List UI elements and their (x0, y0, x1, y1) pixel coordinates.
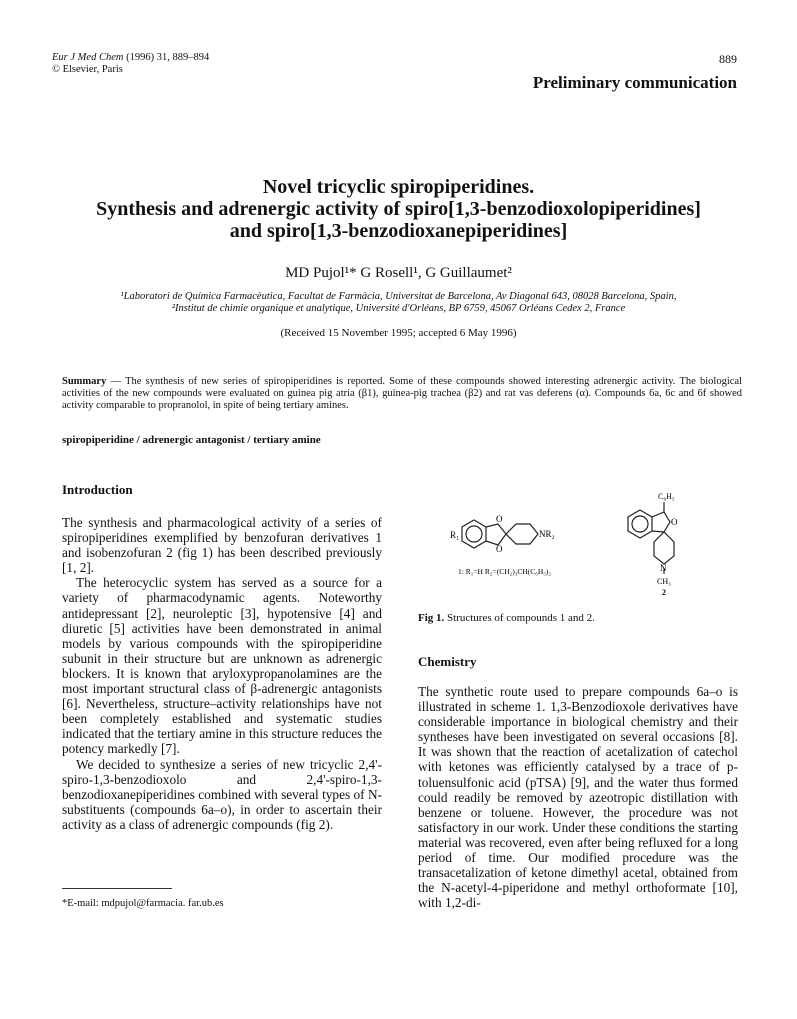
chemistry-body (418, 684, 738, 910)
summary-label: Summary (62, 376, 107, 387)
furan-ring (486, 524, 506, 545)
figure-caption-text: Structures of compounds 1 and 2. (444, 612, 595, 624)
nr2-label: NR₂ (539, 529, 555, 539)
title-line: and spiro[1,3-benzodioxanepiperidines] (229, 220, 568, 242)
introduction-body (62, 515, 382, 832)
authors: MD Pujol¹* G Rosell¹, G Guillaumet² (285, 265, 512, 281)
summary-text: — The synthesis of new series of spiropiperidines is reported. Some of these compounds showed interesting adrenergic activity. The biological activities of the new compounds were evaluated on guinea pig atria (β1), guinea-pig trachea (β2) and rat vas deferens (α). Compounds 6a, 6c and 6f showed activity comparable to propranolol, in spite of being tertiary amines. (62, 376, 742, 411)
figure-caption-label: Fig 1. (418, 612, 445, 624)
article-title (52, 176, 745, 242)
piperidine-ring-2 (654, 532, 674, 564)
r1-label: R₁ (450, 530, 460, 540)
title-line: Synthesis and adrenergic activity of spiro[1,3-benzodioxolopiperidines] (96, 198, 701, 220)
affiliation: ¹Laboratori de Química Farmacèutica, Facultat de Farmàcia, Universitat de Barcelona, Av Diagonal 643, 08028 Barcelona, Spain, (120, 291, 677, 302)
paragraph: The heterocyclic system has served as a source for a variety of pharmacodynamic agents. Noteworthy antidepressant [2], neuroleptic [3], hypotensive [4] and diuretic [5] activities have been demonstrated in animal models by various compounds with the spiropiperidine subunit in their structure but are unknown as adrenergic blockers. It is known that aryloxypropanolamines are the most important structural class of β-adrenergic antagonists [6]. Nevertheless, structure–activity relationships have not been completely established and systematic studies indicated that the tertiary amine in this structure reduces the potency markedly [7]. (62, 575, 382, 757)
figure-1-structures (418, 488, 738, 604)
journal-citation (52, 52, 209, 76)
page-number: 889 (719, 52, 737, 66)
journal-volume-pages: (1996) 31, 889–894 (123, 52, 210, 63)
phenyl-label: C₆H₅ (658, 492, 675, 501)
summary (62, 376, 742, 412)
piperidine-ring (506, 524, 538, 544)
chemistry-heading: Chemistry (418, 654, 477, 669)
oxygen-label: O (496, 544, 503, 554)
compound-1-label: 1: R₁=H R₂=(CH₂)₃CH(C₆H₅)₂ (458, 567, 552, 576)
aromatic-circle (466, 526, 482, 542)
oxygen-label: O (671, 517, 678, 527)
footnote: *E-mail: mdpujol@farmacia. far.ub.es (62, 898, 224, 909)
paragraph: The synthesis and pharmacological activity of a series of spiropiperidines exemplified by benzofuran derivatives 1 and isobenzofuran 2 (fig 1) has been described previously [1, 2]. (62, 515, 382, 576)
affiliation: ²Institut de chimie organique et analytique, Université d'Orléans, BP 6759, 45067 Orléans Cedex 2, France (171, 303, 626, 314)
journal-name: Eur J Med Chem (52, 52, 124, 63)
paragraph: The synthetic route used to prepare compounds 6a–o is illustrated in scheme 1. 1,3-Benzodioxole derivatives have considerable importance in biological chemistry and their syntheses have been investigated on several occasions [8]. It was shown that the reaction of acetalization of catechol with ketones was efficiently catalysed by a trace of p-toluensulfonic acid (pTSA) [9], and the water thus formed could readily be removed by azeotropic distillation with benzene or toluene. However, the procedure was not satisfactory in our work. Under these conditions the starting material was recovered, even after being refluxed for a long period of time. Our modified procedure was the transacetalization of ketone dimethyl acetal, obtained from the N-acetyl-4-piperidone and methyl orthoformate [10], with 1,2-di- (418, 684, 738, 911)
introduction-heading: Introduction (62, 482, 133, 497)
section-label: Preliminary communication (532, 73, 737, 92)
aromatic-circle-2 (632, 516, 648, 532)
affiliations (52, 291, 745, 315)
received-dates: (Received 15 November 1995; accepted 6 May 1996) (280, 327, 517, 339)
nitrogen-label: N (660, 563, 667, 573)
keywords: spiropiperidine / adrenergic antagonist / tertiary amine (62, 434, 321, 446)
isobenzofuran-ring (652, 512, 670, 532)
paragraph: We decided to synthesize a series of new tricyclic 2,4'-spiro-1,3-benzodioxolo and 2,4'-spiro-1,3-benzodioxanepiperidines combined with several types of N-substituents (compounds 6a–o), in order to ascertain their activity as a class of adrenergic compounds (fig 2). (62, 756, 382, 832)
figure-caption (418, 612, 595, 624)
methyl-label: CH₃ (657, 577, 671, 586)
oxygen-label: O (496, 514, 503, 524)
publisher: © Elsevier, Paris (52, 64, 123, 75)
footnote-rule (62, 888, 172, 889)
title-line: Novel tricyclic spiropiperidines. (262, 176, 535, 198)
compound-2-label: 2 (662, 588, 666, 597)
